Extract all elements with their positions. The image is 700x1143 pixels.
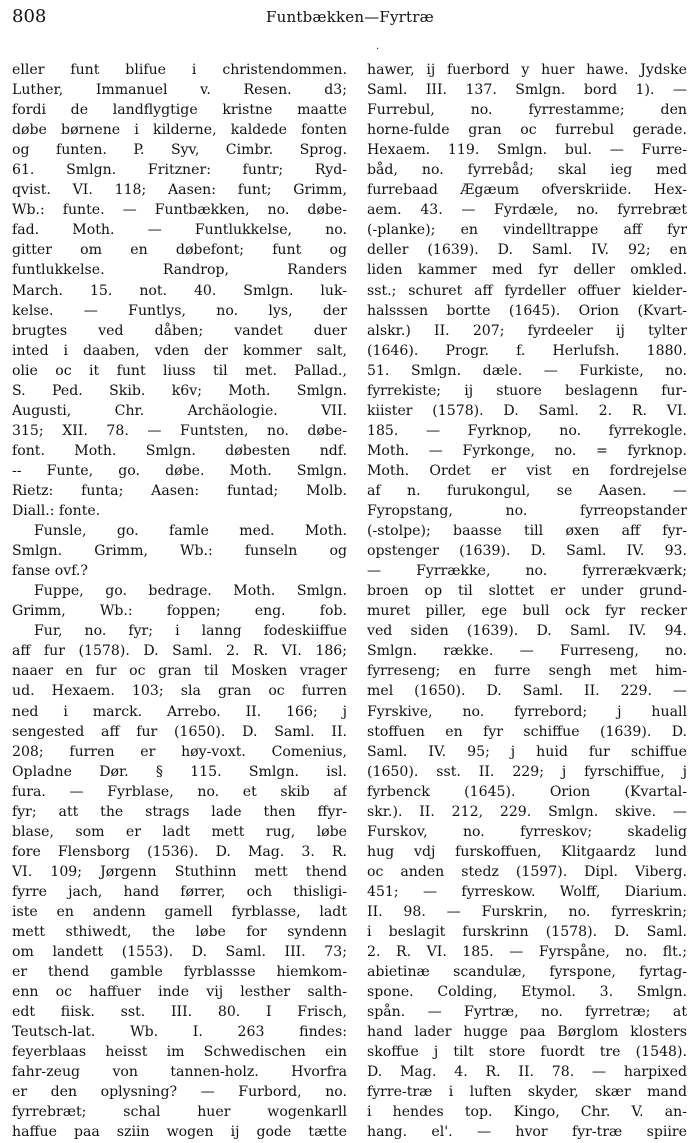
- text-line: af n. furukongul, se Aasen. —: [367, 482, 687, 499]
- text-line: spone. Colding, Etymol. 3. Smlgn.: [367, 984, 687, 1001]
- text-line: haffue paa sziin wogen ij gode tætte: [12, 1124, 347, 1141]
- text-line: hang. el'. — hvor fyr-træ spiire: [367, 1124, 687, 1141]
- text-line: og funten. P. Syv, Cimbr. Sprog.: [12, 142, 347, 159]
- text-line: skr.). II. 212, 229. Smlgn. skive. —: [367, 803, 687, 820]
- text-line: ved siden (1639). D. Saml. IV. 94.: [367, 623, 687, 640]
- text-line: Wb.: funte. — Funtbækken, no. døbe-: [12, 202, 347, 219]
- text-line: ned i marck. Arrebo. II. 166; j: [12, 703, 347, 720]
- text-line: inted i daaben, vden der kommer salt,: [12, 342, 347, 359]
- text-line: eller funt blifue i christendommen.: [12, 62, 347, 78]
- text-line: D. Mag. 4. R. II. 78. — harpixed: [367, 1064, 687, 1081]
- text-line: liden kammer med fyr deller omkled.: [367, 262, 687, 279]
- text-line: VI. 109; Jørgenn Stuthinn mett thend: [12, 863, 347, 880]
- text-line: blase, som er ladt mett rug, løbe: [12, 823, 347, 840]
- text-line: Fyropstang, no. fyrreopstander: [367, 503, 687, 520]
- text-line: oc anden stedz (1597). Dipl. Viberg.: [367, 863, 687, 880]
- text-line: halsssen bortte (1645). Orion (Kvart-: [367, 302, 687, 319]
- text-line: 208; furren er høy-voxt. Comenius,: [12, 743, 347, 760]
- text-line: Saml. III. 137. Smlgn. bord 1). —: [367, 82, 687, 99]
- text-line: fad. Moth. — Funtlukkelse, no.: [12, 222, 347, 239]
- text-line: aem. 43. — Fyrdæle, no. fyrrebræt: [367, 202, 687, 219]
- text-line: fyrbenck (1645). Orion (Kvartal-: [367, 783, 687, 800]
- text-line: om landett (1553). D. Saml. III. 73;: [12, 944, 347, 961]
- text-line: deller (1639). D. Saml. IV. 92; en: [367, 242, 687, 259]
- text-line: båd, no. fyrrebåd; skal ieg med: [367, 162, 687, 179]
- text-line: skoffue j tilt store fuordt tre (1548).: [367, 1044, 687, 1061]
- text-line: er den oplysning? — Furbord, no.: [12, 1084, 347, 1101]
- text-line: 2. R. VI. 185. — Fyrspåne, no. flt.;: [367, 944, 687, 961]
- text-line: naaer en fur oc gran til Mosken vrager: [12, 663, 347, 680]
- text-line: stoffuen en fyr schiffue (1639). D.: [367, 723, 687, 740]
- text-line: kelse. — Funtlys, no. lys, der: [12, 302, 347, 319]
- text-line: sst.; schuret aff fyrdeller offuer kielder-: [367, 282, 687, 299]
- text-line: funtlukkelse. Randrop, Randers: [12, 262, 347, 279]
- text-line: kiister (1578). D. Saml. 2. R. VI.: [367, 402, 687, 419]
- text-line: -- Funte, go. døbe. Moth. Smlgn.: [12, 462, 347, 479]
- text-line: fura. — Fyrblase, no. et skib af: [12, 783, 347, 800]
- text-line: 185. — Fyrknop, no. fyrrekogle.: [367, 422, 687, 439]
- text-line: fyrrebræt; schal huer wogenkarll: [12, 1104, 347, 1121]
- text-line: Furrebul, no. fyrrestamme; den: [367, 102, 687, 119]
- text-line: 451; — fyrreskow. Wolff, Diarium.: [367, 883, 687, 900]
- text-line: S. Ped. Skib. k6v; Moth. Smlgn.: [12, 382, 347, 399]
- text-line: — Fyrrække, no. fyrrerækværk;: [367, 563, 687, 580]
- text-line: Furskov, no. fyrreskov; skadelig: [367, 823, 687, 840]
- text-line: spån. — Fyrtræ, no. fyrretræ; at: [367, 1004, 687, 1021]
- text-line: fyrrekiste; ij stuore beslagenn fur-: [367, 382, 687, 399]
- text-line: 51. Smlgn. dæle. — Furkiste, no.: [367, 362, 687, 379]
- text-line: Smlgn. Grimm, Wb.: funseln og: [12, 543, 347, 560]
- text-line: Hexaem. 119. Smlgn. bul. — Furre-: [367, 142, 687, 159]
- text-line: Opladne Dør. § 115. Smlgn. isl.: [12, 763, 347, 780]
- text-line: fanse ovf.?: [12, 563, 88, 580]
- text-line: (1646). Progr. f. Herlufsh. 1880.: [367, 342, 687, 359]
- text-line: er thend gamble fyrblassse hiemkom-: [12, 964, 347, 981]
- text-line: døbe børnene i kilderne, kaldede fonten: [12, 122, 347, 139]
- text-line: Saml. IV. 95; j huid fur schiffue: [367, 743, 687, 760]
- text-line: (-planke); en vindelltrappe aff fyr: [367, 222, 687, 239]
- text-line: Augusti, Chr. Archäologie. VII.: [12, 402, 347, 419]
- text-line: sengested aff fur (1650). D. Saml. II.: [12, 723, 347, 740]
- left-column: [12, 60, 347, 1143]
- page-number: 808: [12, 6, 47, 27]
- text-line: mett sthiwedt, the løbe for syndenn: [12, 924, 347, 941]
- text-line: enn oc haffuer inde vij lesther salth-: [12, 984, 347, 1001]
- printer-mark: ·: [376, 44, 380, 55]
- text-line: Teutsch-lat. Wb. I. 263 findes:: [12, 1024, 347, 1041]
- text-line: edt fiisk. sst. III. 80. I Frisch,: [12, 1004, 347, 1021]
- text-line: iste en andenn gamell fyrblasse, ladt: [12, 903, 347, 920]
- text-line: Funsle, go. famle med. Moth.: [34, 523, 347, 540]
- text-line: fyr; att the strags lade then ffyr-: [12, 803, 347, 820]
- text-line: fore Flensborg (1536). D. Mag. 3. R.: [12, 843, 347, 860]
- text-line: aff fur (1578). D. Saml. 2. R. VI. 186;: [12, 643, 347, 660]
- text-line: broen op til slottet er under grund-: [367, 583, 687, 600]
- running-title: Funtbækken—Fyrtræ: [266, 8, 434, 26]
- text-line: ud. Hexaem. 103; sla gran oc furren: [12, 683, 347, 700]
- text-line: (-stolpe); baasse till øxen aff fyr-: [367, 523, 687, 540]
- text-line: Diall.: fonte.: [12, 503, 101, 520]
- text-line: fyrre-træ i luften skyder, skær mand: [367, 1084, 687, 1101]
- text-line: fordi de landflygtige kristne maatte: [12, 102, 347, 119]
- text-line: Moth. Ordet er vist en fordrejelse: [367, 462, 687, 479]
- text-line: Fyrskive, no. fyrrebord; j huall: [367, 703, 687, 720]
- text-line: horne-fulde gran oc furrebul gerade.: [367, 122, 687, 139]
- text-line: fyrre jach, hand førrer, och thisligi-: [12, 883, 347, 900]
- text-line: font. Moth. Smlgn. døbesten ndf.: [12, 442, 347, 459]
- text-line: opstenger (1639). D. Saml. IV. 93.: [367, 543, 687, 560]
- right-column: [367, 60, 687, 1143]
- text-line: i hendes top. Kingo, Chr. V. an-: [367, 1104, 687, 1121]
- text-line: olie oc it funt liuss til met. Pallad.,: [12, 362, 347, 379]
- text-line: qvist. VI. 118; Aasen: funt; Grimm,: [12, 182, 347, 199]
- text-line: Rietz: funta; Aasen: funtad; Molb.: [12, 482, 347, 499]
- text-line: March. 15. not. 40. Smlgn. luk-: [12, 282, 347, 299]
- text-line: abietinæ scandulæ, fyrspone, fyrtag-: [367, 964, 687, 981]
- text-line: 315; XII. 78. — Funtsten, no. døbe-: [12, 422, 347, 439]
- column-divider: [356, 60, 357, 1095]
- text-line: hawer, ij fuerbord y huer hawe. Jydske: [367, 62, 687, 78]
- text-line: feyerblaas heisst im Schwedischen ein: [12, 1044, 347, 1061]
- text-line: furrebaad Ægæum ofverskriide. Hex-: [367, 182, 687, 199]
- text-line: hug vdj furskoffuen, Klitgaardz lund: [367, 843, 687, 860]
- text-line: Moth. — Fyrkonge, no. = fyrknop.: [367, 442, 687, 459]
- text-line: brugtes ved dåben; vandet duer: [12, 322, 347, 339]
- text-line: gitter om en døbefont; funt og: [12, 242, 347, 259]
- text-line: Luther, Immanuel v. Resen. d3;: [12, 82, 347, 99]
- text-line: mel (1650). D. Saml. II. 229. —: [367, 683, 687, 700]
- text-line: (1650). sst. II. 229; j fyrschiffue, j: [367, 763, 687, 780]
- text-line: hand lader hugge paa Børglom klosters: [367, 1024, 687, 1041]
- text-line: alskr.) II. 207; fyrdeeler ij tylter: [367, 322, 687, 339]
- page-header: [0, 6, 700, 32]
- text-line: Fur, no. fyr; i lanng fodeskiiffue: [34, 623, 347, 640]
- text-line: fahr-zeug von tannen-holz. Hvorfra: [12, 1064, 347, 1081]
- text-line: muret piller, ege bull ock fyr recker: [367, 603, 687, 620]
- text-line: fyrreseng; en furre sengh met him-: [367, 663, 687, 680]
- text-line: II. 98. — Furskrin, no. fyrreskrin;: [367, 903, 687, 920]
- text-line: 61. Smlgn. Fritzner: funtr; Ryd-: [12, 162, 347, 179]
- text-line: Grimm, Wb.: foppen; eng. fob.: [12, 603, 347, 620]
- text-line: Smlgn. række. — Furreseng, no.: [367, 643, 687, 660]
- text-line: i beslagit furskrinn (1578). D. Saml.: [367, 924, 687, 941]
- text-line: Fuppe, go. bedrage. Moth. Smlgn.: [34, 583, 347, 600]
